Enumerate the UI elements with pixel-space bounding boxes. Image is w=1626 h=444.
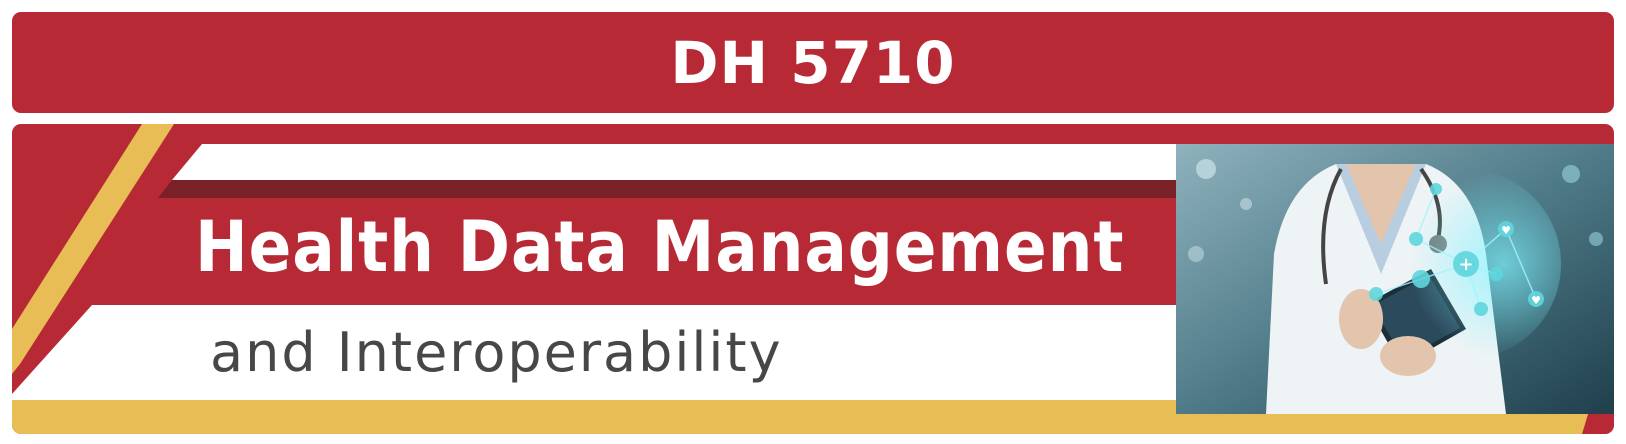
doctor-illustration [1176, 144, 1614, 414]
svg-text:+: + [1458, 254, 1474, 275]
course-title: Health Data Management [195, 206, 1125, 288]
doctor-tablet-image [1176, 144, 1614, 414]
white-band-upper [172, 144, 1188, 180]
dark-red-strip [158, 180, 1188, 198]
svg-text:♥: ♥ [1531, 294, 1541, 307]
svg-text:♥: ♥ [1501, 224, 1511, 237]
course-code-bar [12, 12, 1614, 113]
course-code: DH 5710 [670, 28, 956, 97]
course-subtitle: and Interoperability [210, 321, 783, 384]
